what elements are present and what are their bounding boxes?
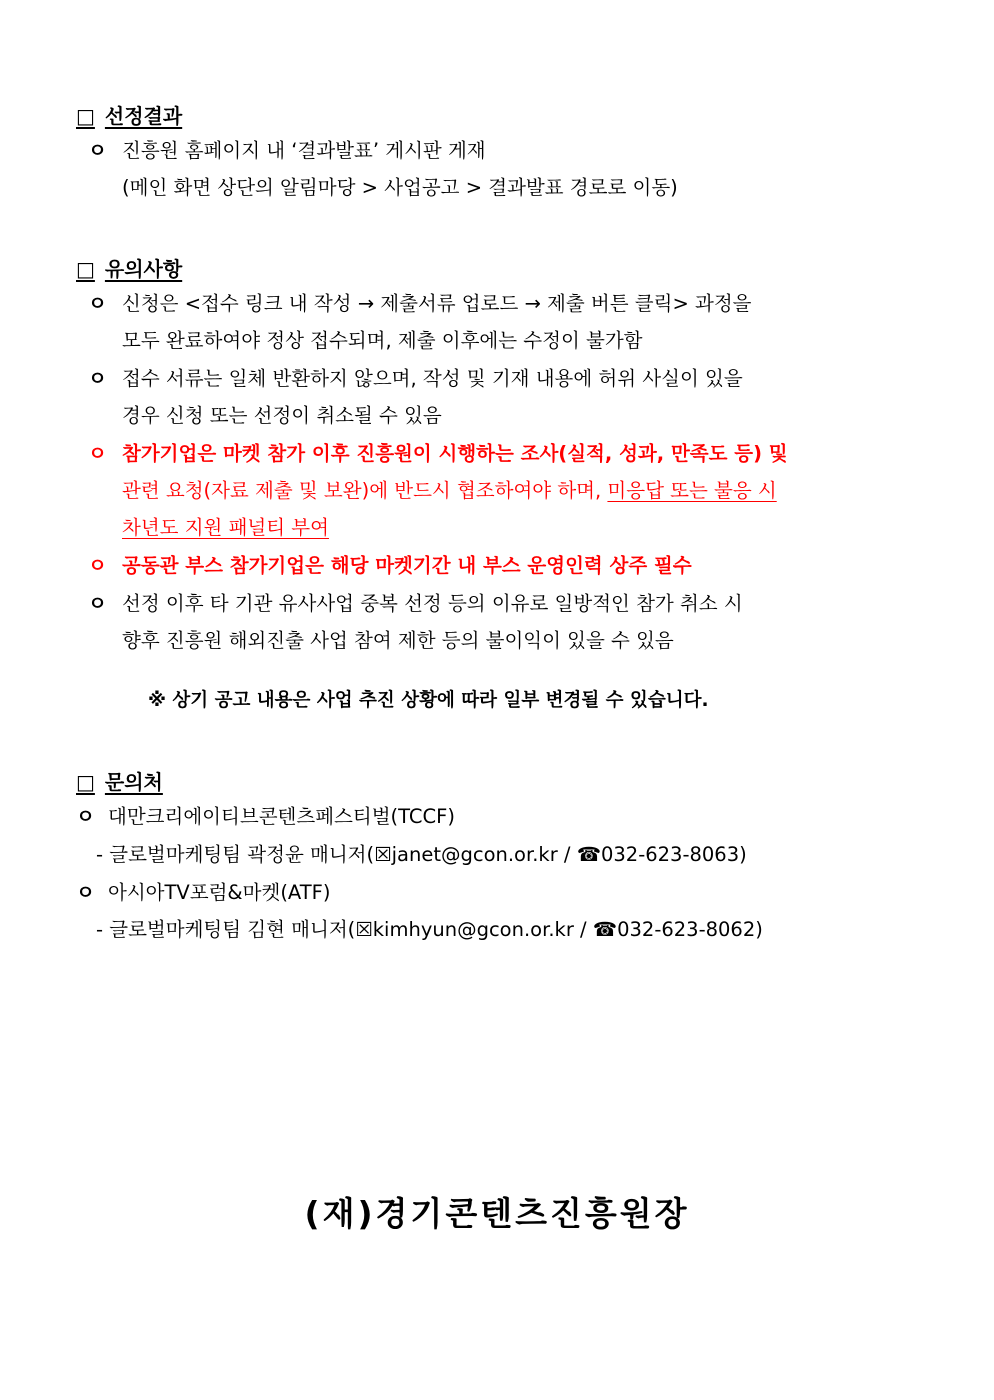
item-continuation: 경우 신청 또는 선정이 취소될 수 있음 xyxy=(122,404,442,427)
section-title: 유의사항 xyxy=(104,257,183,281)
underlined-continuation: 차년도 지원 패널티 부여 xyxy=(122,516,329,539)
list-item-emphasis xyxy=(88,547,692,584)
item-text: 진흥원 홈페이지 내 ‘결과발표’ 게시판 게재 xyxy=(122,139,486,162)
circle-bullet-icon: ㅇ xyxy=(76,805,95,828)
checkbox-square-icon: □ xyxy=(76,770,95,794)
circle-bullet-icon: ㅇ xyxy=(76,881,95,904)
item-continuation: 모두 완료하여야 정상 접수되며, 제출 이후에는 수정이 불가함 xyxy=(122,329,643,352)
item-text: 접수 서류는 일체 반환하지 않으며, 작성 및 기재 내용에 허위 사실이 있을 xyxy=(122,367,743,390)
section-notice-heading xyxy=(76,253,182,282)
underlined-text: 미응답 또는 불응 시 xyxy=(607,479,777,502)
checkbox-square-icon: □ xyxy=(76,104,95,128)
org-name: 아시아TV포럼&마켓(ATF) xyxy=(108,881,331,904)
list-item xyxy=(88,585,743,622)
issuer-signature: (재)경기콘텐츠진흥원장 xyxy=(304,1194,690,1233)
item-text: 참가기업은 마켓 참가 이후 진흥원이 시행하는 조사(실적, 성과, 만족도 등) 및 xyxy=(122,442,788,465)
contact-org xyxy=(76,874,331,911)
item-text: 공동관 부스 참가기업은 해당 마켓기간 내 부스 운영인력 상주 필수 xyxy=(122,554,692,577)
item-continuation: 향후 진흥원 해외진출 사업 참여 제한 등의 불이익이 있을 수 있음 xyxy=(122,629,674,652)
item-text: 신청은 <접수 링크 내 작성 → 제출서류 업로드 → 제출 버튼 클릭> 과정을 xyxy=(122,292,752,315)
org-name: 대만크리에이티브콘텐츠페스티벌(TCCF) xyxy=(108,805,455,828)
circle-bullet-icon: ㅇ xyxy=(88,139,107,162)
checkbox-square-icon: □ xyxy=(76,257,95,281)
circle-bullet-icon: ㅇ xyxy=(88,292,107,315)
section-title: 문의처 xyxy=(104,770,163,794)
circle-bullet-icon: ㅇ xyxy=(88,554,107,577)
contact-detail: - 글로벌마케팅팀 김현 매니저(☒kimhyun@gcon.or.kr / ☎032-623-8062) xyxy=(96,918,763,941)
circle-bullet-icon: ㅇ xyxy=(88,367,107,390)
disclaimer-note: ※ 상기 공고 내용은 사업 추진 상황에 따라 일부 변경될 수 있습니다. xyxy=(148,690,709,711)
item-continuation: (메인 화면 상단의 알림마당 > 사업공고 > 결과발표 경로로 이동) xyxy=(122,176,678,199)
circle-bullet-icon: ㅇ xyxy=(88,592,107,615)
section-title: 선정결과 xyxy=(104,104,183,128)
list-item xyxy=(88,132,486,169)
circle-bullet-icon: ㅇ xyxy=(88,442,107,465)
section-contact-heading xyxy=(76,766,163,795)
list-item xyxy=(88,285,752,322)
section-selection-result-heading xyxy=(76,100,182,129)
contact-detail: - 글로벌마케팅팀 곽정윤 매니저(☒janet@gcon.or.kr / ☎032-623-8063) xyxy=(96,843,747,866)
item-continuation xyxy=(122,472,777,509)
item-text: 관련 요청(자료 제출 및 보완)에 반드시 협조하여야 하며, xyxy=(122,479,608,502)
contact-org xyxy=(76,798,455,835)
item-text: 선정 이후 타 기관 유사사업 중복 선정 등의 이유로 일방적인 참가 취소 시 xyxy=(122,592,743,615)
list-item-emphasis xyxy=(88,435,788,472)
list-item xyxy=(88,360,743,397)
